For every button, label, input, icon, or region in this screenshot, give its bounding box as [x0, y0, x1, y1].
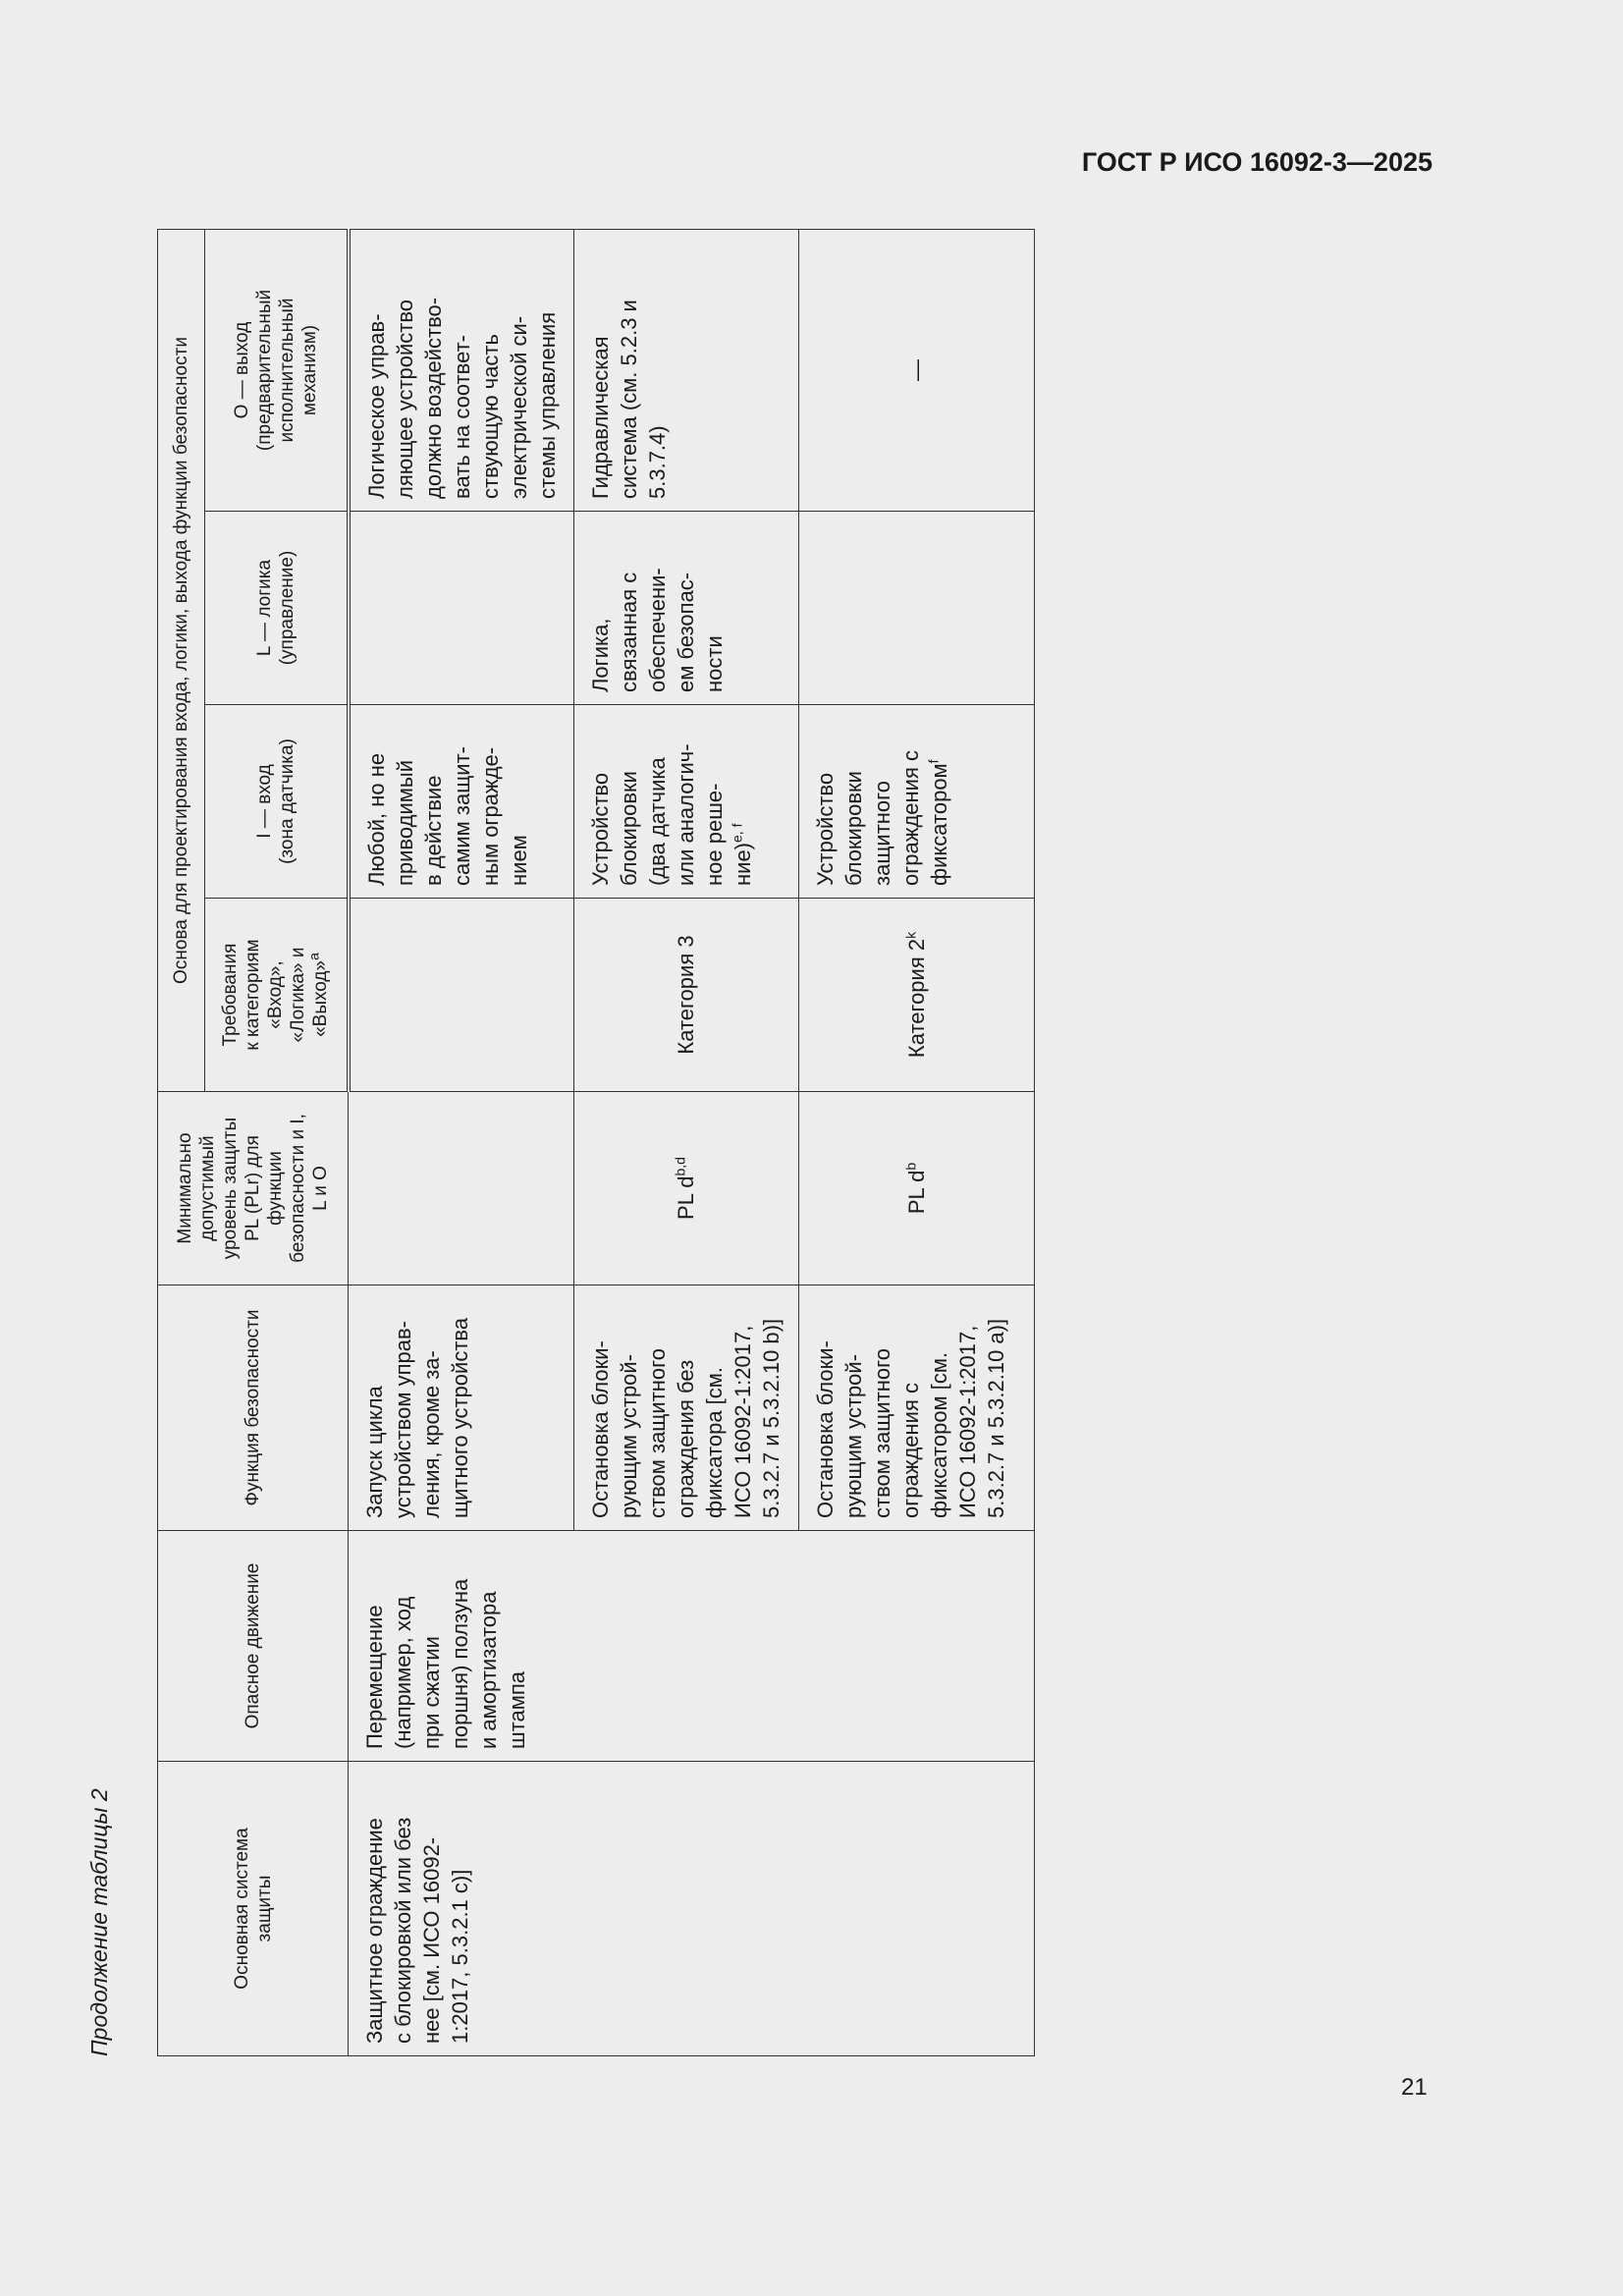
header-design-basis: Основа для проектирования входа, логики, выхода функции безопасности [158, 230, 205, 1092]
header-main-system: Основная система защиты [158, 1762, 349, 2056]
cell-safety-function: Запуск цикла устройством управ- ления, кроме за- щитного устройства [349, 1285, 574, 1531]
cell-input: Устройство блокировки (два датчика или аналогич- ное реше- ние)$^{e, f}$ [573, 705, 798, 899]
header-input: I — вход (зона датчика) [205, 705, 349, 899]
header-category-req: Требования к категориям «Вход», «Логика» и «Выход»$^a$ [205, 899, 349, 1092]
rotated-table-block [86, 230, 1033, 2056]
cell-input: Любой, но не приводимый в действие самим защит- ным огражде- нием [349, 705, 574, 899]
header-output: O — выход (предварительный исполнительный механизм) [205, 230, 349, 512]
cell-safety-function: Остановка блоки- рующим устрой- ством защитного ограждения без фиксатора [см. ИСО 16092-1:2017, 5.3.2.7 и 5.3.2.10 b)] [573, 1285, 798, 1531]
cell-output: — [798, 230, 1034, 512]
cell-input: Устройство блокировки защитного ограждения с фиксатором$^f$ [798, 705, 1034, 899]
cell-hazard-motion: Перемещение (например, ход при сжатии поршня) ползуна и амортизатора штампа [349, 1531, 1035, 1762]
header-min-pl: Минимально допустимый уровень защиты PL (PLr) для функции безопасности и I, L и O [158, 1092, 349, 1285]
header-hazard-motion: Опасное движение [158, 1531, 349, 1762]
safety-table [157, 229, 1035, 2056]
cell-min-pl: PL $d^b$ [798, 1092, 1034, 1285]
document-code: ГОСТ Р ИСО 16092-3—2025 [1081, 147, 1433, 177]
cell-logic: Логика, связанная с обеспечени- ем безопас- ности [573, 512, 798, 705]
cell-main-system: Защитное ограждение с блокировкой или без нее [см. ИСО 16092- 1:2017, 5.3.2.1 c)] [349, 1762, 1035, 2056]
cell-category [349, 899, 574, 1092]
header-safety-function: Функция безопасности [158, 1285, 349, 1531]
cell-output: Логическое управ- ляющее устройство должно воздейство- вать на соответ- ствующую часть электрической си- стемы управления [349, 230, 574, 512]
cell-min-pl: PL $d^{b,d}$ [573, 1092, 798, 1285]
cell-output: Гидравлическая система (см. 5.2.3 и 5.3.7.4) [573, 230, 798, 512]
table-caption: Продолжение таблицы 2 [86, 1788, 112, 2056]
cell-logic [798, 512, 1034, 705]
cell-safety-function: Остановка блоки- рующим устрой- ством защитного ограждения с фиксатором [см. ИСО 16092-1:2017, 5.3.2.7 и 5.3.2.10 a)] [798, 1285, 1034, 1531]
header-logic: L — логика (управление) [205, 512, 349, 705]
page-number: 21 [1401, 2074, 1428, 2101]
table-row [349, 230, 574, 2056]
cell-logic [349, 512, 574, 705]
cell-category: Категория 3 [573, 899, 798, 1092]
cell-category: Категория 2$^k$ [798, 899, 1034, 1092]
cell-min-pl [349, 1092, 574, 1285]
